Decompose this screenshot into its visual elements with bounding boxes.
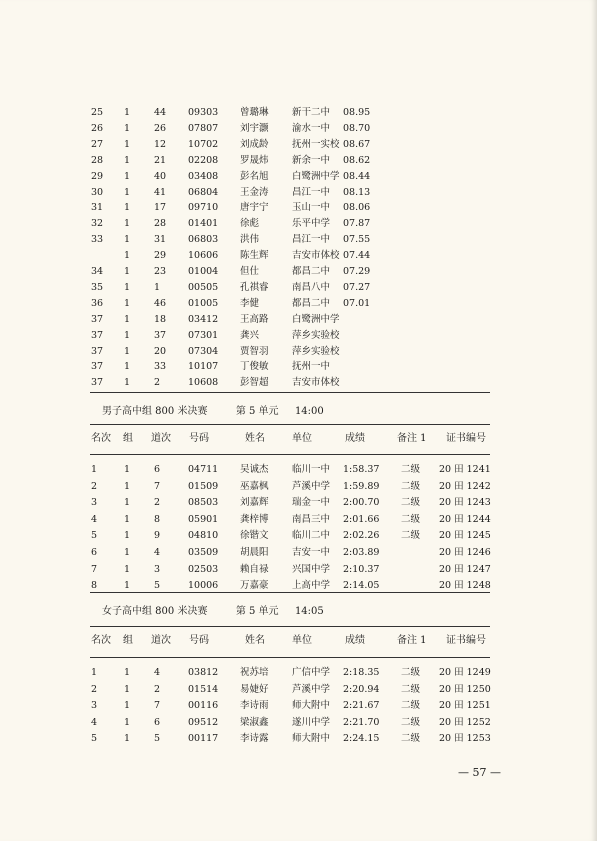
cell-unit: 萍乡实验校: [292, 329, 340, 341]
cell-number: 10606: [188, 250, 219, 262]
cell-group: 1: [124, 218, 131, 230]
cell-result: 07.87: [343, 218, 371, 230]
cell-lane: 2: [154, 497, 161, 509]
cell-rank: 3: [91, 497, 98, 509]
section2-event: 女子高中组 800 米决赛: [102, 606, 208, 617]
cell-result: 2:00.70: [343, 497, 380, 509]
page-number: — 57 —: [458, 766, 501, 779]
cell-result: 07.01: [343, 297, 371, 309]
cell-name: 胡晨阳: [240, 547, 269, 558]
cell-group: 1: [124, 377, 131, 389]
cell-result: 08.44: [343, 170, 371, 182]
cell-note: 二级: [401, 667, 421, 678]
cell-unit: 上高中学: [292, 580, 331, 592]
cell-lane: 28: [154, 218, 167, 230]
section-divider: [90, 592, 490, 593]
cell-rank: 37: [91, 361, 104, 373]
cell-unit: 新余一中: [292, 154, 331, 166]
cell-lane: 29: [154, 250, 167, 262]
cell-group: 1: [124, 154, 131, 166]
cell-lane: 7: [154, 480, 161, 492]
cell-result: 2:01.66: [343, 513, 380, 525]
cell-name: 彭名旭: [240, 170, 269, 182]
cell-lane: 31: [154, 234, 167, 246]
cell-rank: 27: [91, 138, 104, 150]
cell-cert: 20 田 1252: [439, 716, 491, 728]
cell-group: 1: [124, 464, 131, 475]
header-result: 成绩: [345, 433, 365, 444]
cell-group: 1: [124, 281, 131, 293]
header-unit: 单位: [292, 635, 312, 646]
cell-name: 孔祺睿: [240, 281, 269, 293]
cell-lane: 7: [154, 700, 161, 712]
cell-name: 彭智超: [240, 377, 269, 389]
cell-number: 05901: [188, 513, 219, 525]
cell-unit: 吉安一中: [292, 547, 331, 558]
cell-group: 1: [124, 667, 131, 678]
cell-lane: 44: [154, 107, 167, 118]
cell-result: 1:58.37: [343, 464, 380, 475]
cell-number: 00116: [188, 700, 219, 712]
cell-name: 徐彪: [240, 218, 260, 230]
cell-name: 刘嘉辉: [240, 497, 269, 509]
cell-name: 赖自禄: [240, 563, 269, 575]
cell-unit: 临川二中: [292, 530, 331, 542]
cell-lane: 20: [154, 345, 167, 357]
cell-name: 梁淑鑫: [240, 716, 269, 728]
cell-group: 1: [124, 234, 131, 246]
cell-result: 08.95: [343, 107, 371, 118]
header-rule: [90, 626, 490, 627]
header-rank: 名次: [91, 433, 111, 444]
cell-lane: 2: [154, 683, 161, 695]
header-rank: 名次: [91, 635, 111, 646]
header-group: 组: [123, 433, 133, 444]
cell-number: 09303: [188, 107, 219, 118]
cell-result: 2:10.37: [343, 563, 380, 575]
cell-name: 王金涛: [240, 186, 269, 198]
cell-name: 巫嘉枫: [240, 480, 269, 492]
cell-name: 祝苏培: [240, 667, 269, 678]
header-result: 成绩: [345, 635, 365, 646]
cell-result: 08.70: [343, 122, 371, 134]
cell-unit: 遂川中学: [292, 716, 331, 728]
cell-rank: 7: [91, 563, 98, 575]
cell-rank: 37: [91, 377, 104, 389]
section1-time: 14:00: [294, 406, 324, 417]
cell-name: 洪伟: [240, 234, 260, 246]
cell-name: 龚兴: [240, 329, 260, 341]
cell-group: 1: [124, 250, 131, 262]
cell-lane: 8: [154, 513, 161, 525]
cell-cert: 20 田 1253: [439, 733, 491, 745]
cell-name: 徐锴文: [240, 530, 269, 542]
cell-group: 1: [124, 530, 131, 542]
cell-unit: 新干二中: [292, 107, 331, 118]
cell-cert: 20 田 1248: [439, 580, 491, 592]
cell-unit: 芦溪中学: [292, 480, 331, 492]
cell-name: 罗晟炜: [240, 154, 269, 166]
cell-group: 1: [124, 329, 131, 341]
cell-group: 1: [124, 497, 131, 509]
cell-number: 10107: [188, 361, 219, 373]
cell-group: 1: [124, 186, 131, 198]
header-unit: 单位: [292, 433, 312, 444]
cell-rank: 1: [91, 464, 98, 475]
cell-note: 二级: [401, 480, 421, 492]
cell-result: 07.44: [343, 250, 371, 262]
cell-lane: 46: [154, 297, 167, 309]
cell-name: 易婕好: [240, 683, 269, 695]
cell-name: 李诗雨: [240, 700, 269, 712]
cell-number: 02503: [188, 563, 219, 575]
cell-number: 00117: [188, 733, 219, 745]
cell-group: 1: [124, 345, 131, 357]
cell-number: 03408: [188, 170, 219, 182]
cell-unit: 师大附中: [292, 700, 331, 712]
section2-unit: 第 5 单元: [235, 606, 279, 617]
header-name: 姓名: [245, 433, 265, 444]
cell-group: 1: [124, 266, 131, 277]
cell-rank: 1: [91, 667, 98, 678]
cell-group: 1: [124, 202, 131, 214]
cell-cert: 20 田 1250: [439, 683, 491, 695]
cell-rank: 36: [91, 297, 104, 309]
cell-result: 07.27: [343, 281, 371, 293]
cell-result: 07.55: [343, 234, 371, 246]
cell-rank: 4: [91, 513, 98, 525]
cell-group: 1: [124, 580, 131, 592]
cell-name: 王高路: [240, 313, 269, 325]
cell-unit: 广信中学: [292, 667, 331, 678]
cell-name: 刘宇灏: [240, 122, 269, 134]
header-lane: 道次: [151, 433, 171, 444]
cell-lane: 18: [154, 313, 167, 325]
cell-unit: 白鹭洲中学: [292, 170, 340, 182]
cell-cert: 20 田 1243: [439, 497, 491, 509]
cell-unit: 师大附中: [292, 733, 331, 745]
cell-group: 1: [124, 716, 131, 728]
cell-unit: 临川一中: [292, 464, 331, 475]
cell-number: 06804: [188, 186, 219, 198]
cell-result: 08.62: [343, 154, 371, 166]
cell-number: 09512: [188, 716, 219, 728]
cell-number: 08503: [188, 497, 219, 509]
cell-cert: 20 田 1251: [439, 700, 491, 712]
cell-name: 唐宇宁: [240, 202, 269, 214]
cell-rank: 30: [91, 186, 104, 198]
cell-rank: 35: [91, 281, 104, 293]
cell-lane: 5: [154, 733, 161, 745]
cell-result: 2:21.70: [343, 716, 380, 728]
cell-number: 02208: [188, 154, 219, 166]
cell-lane: 5: [154, 580, 161, 592]
cell-name: 刘成龄: [240, 138, 269, 150]
cell-number: 01005: [188, 297, 219, 309]
cell-unit: 白鹭洲中学: [292, 313, 340, 325]
cell-group: 1: [124, 107, 131, 118]
cell-name: 丁俊敏: [240, 361, 269, 373]
section-divider: [90, 392, 490, 393]
cell-group: 1: [124, 138, 131, 150]
cell-lane: 17: [154, 202, 167, 214]
cell-lane: 21: [154, 154, 167, 166]
cell-group: 1: [124, 170, 131, 182]
header-cert: 证书编号: [446, 433, 486, 444]
cell-group: 1: [124, 563, 131, 575]
cell-lane: 6: [154, 716, 161, 728]
cell-cert: 20 田 1245: [439, 530, 491, 542]
cell-group: 1: [124, 122, 131, 134]
cell-lane: 41: [154, 186, 167, 198]
cell-unit: 乐平中学: [292, 218, 331, 230]
cell-unit: 吉安市体校: [292, 250, 340, 262]
cell-number: 00505: [188, 281, 219, 293]
cell-cert: 20 田 1242: [439, 480, 491, 492]
cell-lane: 4: [154, 547, 161, 558]
cell-result: 2:18.35: [343, 667, 380, 678]
cell-lane: 9: [154, 530, 161, 542]
cell-number: 10608: [188, 377, 219, 389]
cell-rank: 31: [91, 202, 104, 214]
cell-rank: 6: [91, 547, 98, 558]
cell-lane: 1: [154, 281, 161, 293]
cell-rank: 37: [91, 345, 104, 357]
cell-number: 04810: [188, 530, 219, 542]
cell-unit: 抚州一中: [292, 361, 331, 373]
cell-result: 2:14.05: [343, 580, 380, 592]
cell-number: 07301: [188, 329, 219, 341]
cell-cert: 20 田 1244: [439, 513, 491, 525]
cell-result: 08.06: [343, 202, 371, 214]
cell-lane: 23: [154, 266, 167, 277]
header-name: 姓名: [245, 635, 265, 646]
section1-event: 男子高中组 800 米决赛: [102, 406, 208, 417]
header-rule: [90, 657, 490, 658]
cell-name: 贾智羽: [240, 345, 269, 357]
cell-number: 01509: [188, 480, 219, 492]
cell-rank: 2: [91, 683, 98, 695]
cell-number: 04711: [188, 464, 219, 475]
cell-result: 08.67: [343, 138, 371, 150]
cell-note: 二级: [401, 683, 421, 695]
cell-lane: 6: [154, 464, 161, 475]
cell-rank: 5: [91, 530, 98, 542]
cell-note: 二级: [401, 716, 421, 728]
cell-lane: 26: [154, 122, 167, 134]
header-group: 组: [123, 635, 133, 646]
cell-number: 03412: [188, 313, 219, 325]
cell-result: 1:59.89: [343, 480, 380, 492]
cell-group: 1: [124, 361, 131, 373]
cell-result: 2:24.15: [343, 733, 380, 745]
cell-unit: 芦溪中学: [292, 683, 331, 695]
cell-rank: 25: [91, 107, 104, 118]
cell-number: 10702: [188, 138, 219, 150]
cell-rank: 37: [91, 313, 104, 325]
cell-unit: 南昌八中: [292, 281, 331, 293]
cell-lane: 12: [154, 138, 167, 150]
cell-rank: 4: [91, 716, 98, 728]
header-cert: 证书编号: [446, 635, 486, 646]
cell-number: 01401: [188, 218, 219, 230]
cell-name: 李健: [240, 297, 260, 309]
cell-result: 07.29: [343, 266, 371, 277]
cell-result: 2:03.89: [343, 547, 380, 558]
header-number: 号码: [189, 433, 209, 444]
cell-rank: 5: [91, 733, 98, 745]
cell-note: 二级: [401, 700, 421, 712]
cell-rank: 32: [91, 218, 104, 230]
cell-group: 1: [124, 733, 131, 745]
section1-title: [102, 402, 324, 417]
header-note: 备注 1: [397, 635, 427, 646]
cell-name: 万嘉豪: [240, 580, 269, 592]
cell-number: 09710: [188, 202, 219, 214]
cell-name: 龚梓博: [240, 513, 269, 525]
cell-result: 2:21.67: [343, 700, 380, 712]
cell-number: 01004: [188, 266, 219, 277]
cell-unit: 兴国中学: [292, 563, 331, 575]
cell-group: 1: [124, 700, 131, 712]
cell-rank: 28: [91, 154, 104, 166]
cell-result: 2:02.26: [343, 530, 380, 542]
cell-lane: 3: [154, 563, 161, 575]
cell-unit: 玉山一中: [292, 202, 331, 214]
cell-name: 李诗露: [240, 733, 269, 745]
cell-lane: 40: [154, 170, 167, 182]
cell-unit: 昌江一中: [292, 186, 331, 198]
cell-rank: 8: [91, 580, 98, 592]
cell-note: 二级: [401, 464, 421, 475]
header-note: 备注 1: [397, 433, 427, 444]
cell-rank: 2: [91, 480, 98, 492]
cell-number: 07304: [188, 345, 219, 357]
cell-group: 1: [124, 683, 131, 695]
cell-group: 1: [124, 480, 131, 492]
cell-number: 10006: [188, 580, 219, 592]
cell-unit: 萍乡实验校: [292, 345, 340, 357]
cell-unit: 都昌二中: [292, 266, 331, 277]
cell-rank: 26: [91, 122, 104, 134]
cell-name: 吴诚杰: [240, 464, 269, 475]
cell-lane: 37: [154, 329, 167, 341]
cell-note: 二级: [401, 513, 421, 525]
cell-name: 曾璐琳: [240, 107, 269, 118]
cell-number: 03812: [188, 667, 219, 678]
cell-group: 1: [124, 513, 131, 525]
cell-lane: 2: [154, 377, 161, 389]
cell-unit: 南昌三中: [292, 513, 331, 525]
cell-note: 二级: [401, 530, 421, 542]
cell-number: 06803: [188, 234, 219, 246]
header-rule: [90, 454, 490, 455]
cell-unit: 都昌二中: [292, 297, 331, 309]
section2-time: 14:05: [294, 606, 324, 617]
section2-title: [102, 602, 324, 617]
cell-unit: 渝水一中: [292, 122, 331, 134]
cell-cert: 20 田 1247: [439, 563, 491, 575]
cell-number: 03509: [188, 547, 219, 558]
cell-number: 01514: [188, 683, 219, 695]
cell-rank: 34: [91, 266, 104, 277]
cell-rank: 3: [91, 700, 98, 712]
cell-note: 二级: [401, 733, 421, 745]
cell-unit: 吉安市体校: [292, 377, 340, 389]
header-number: 号码: [189, 635, 209, 646]
cell-unit: 抚州一实校: [292, 138, 340, 150]
cell-number: 07807: [188, 122, 219, 134]
cell-result: 08.13: [343, 186, 371, 198]
cell-name: 陈生辉: [240, 250, 269, 262]
cell-note: 二级: [401, 497, 421, 509]
header-rule: [90, 424, 490, 425]
cell-rank: 37: [91, 329, 104, 341]
header-lane: 道次: [151, 635, 171, 646]
cell-result: 2:20.94: [343, 683, 380, 695]
cell-rank: 33: [91, 234, 104, 246]
cell-unit: 昌江一中: [292, 234, 331, 246]
cell-cert: 20 田 1241: [439, 464, 491, 475]
cell-unit: 瑞金一中: [292, 497, 331, 509]
cell-name: 但仕: [240, 266, 260, 277]
cell-lane: 33: [154, 361, 167, 373]
cell-cert: 20 田 1246: [439, 547, 491, 558]
cell-lane: 4: [154, 667, 161, 678]
section1-unit: 第 5 单元: [235, 406, 279, 417]
cell-group: 1: [124, 297, 131, 309]
cell-cert: 20 田 1249: [439, 667, 491, 678]
cell-group: 1: [124, 547, 131, 558]
cell-group: 1: [124, 313, 131, 325]
cell-rank: 29: [91, 170, 104, 182]
